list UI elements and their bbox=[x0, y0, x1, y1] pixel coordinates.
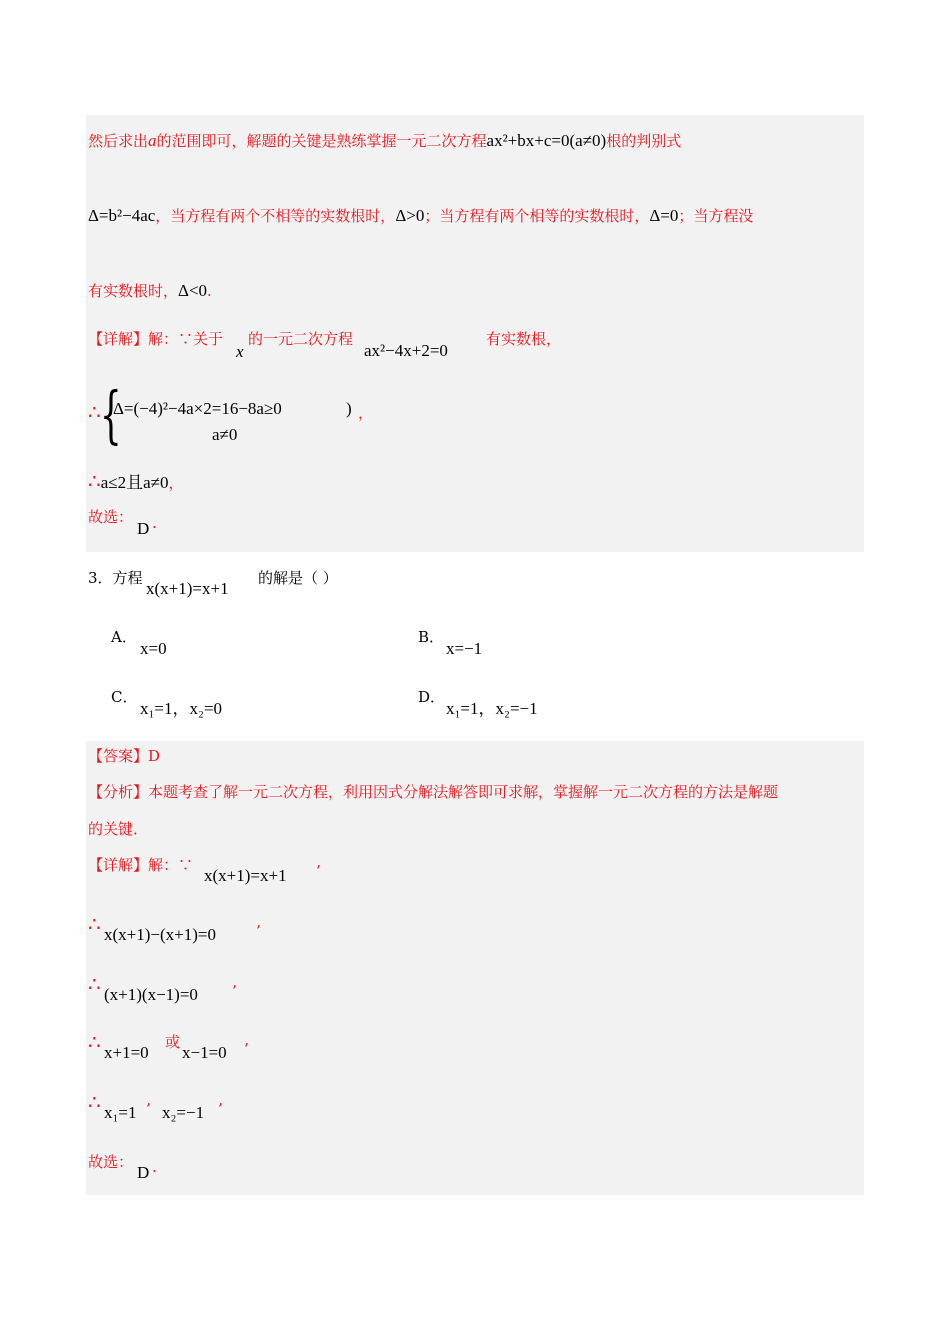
therefore-symbol: ∴ bbox=[88, 912, 101, 936]
step-3: (x+1)(x−1)=0 bbox=[104, 985, 198, 1004]
detail-line bbox=[88, 329, 223, 349]
analysis-line bbox=[88, 782, 778, 802]
right-paren: ) bbox=[346, 399, 352, 418]
text: 的范围即可，解题的关键是熟练掌握一元二次方程 bbox=[156, 132, 487, 150]
discriminant-line bbox=[88, 206, 753, 226]
detail-line bbox=[88, 855, 193, 875]
math-formula: Δ>0 bbox=[395, 206, 425, 225]
question-equation: x(x+1)=x+1 bbox=[146, 579, 229, 598]
text: ，当方程有两个不相等的实数根时， bbox=[155, 207, 396, 225]
math-formula: Δ=0 bbox=[649, 206, 679, 225]
answer-label: 故选： bbox=[88, 1153, 134, 1171]
math-var: a bbox=[148, 131, 157, 150]
detail-tag: 【详解】 bbox=[88, 330, 149, 348]
question-number: 3．方程 bbox=[88, 569, 143, 587]
step-1: x(x+1)=x+1 bbox=[204, 866, 287, 885]
option-c-value[interactable]: x₁=1，x₂=0 bbox=[140, 699, 223, 718]
or-word: 或 bbox=[165, 1033, 181, 1051]
therefore-symbol: ∴ bbox=[88, 1030, 101, 1054]
option-d-label[interactable]: D． bbox=[418, 688, 446, 706]
text: 根的判别式 bbox=[606, 132, 682, 150]
system-line-2: a≠0 bbox=[212, 425, 238, 444]
comma: ’ bbox=[218, 1100, 223, 1118]
text: 解：∵ bbox=[148, 856, 194, 874]
text: ；当方程有两个相等的实数根时， bbox=[424, 207, 650, 225]
option-c-label[interactable]: C． bbox=[111, 688, 138, 706]
text: . bbox=[207, 282, 212, 300]
solution-panel-q3 bbox=[86, 741, 864, 1195]
comma: ’ bbox=[316, 862, 321, 880]
comma: ’ bbox=[244, 1040, 249, 1058]
comma: ’ bbox=[232, 982, 237, 1000]
period: . bbox=[152, 1158, 157, 1176]
step-4a: x+1=0 bbox=[104, 1043, 149, 1062]
comma: ’ bbox=[256, 922, 261, 940]
system-line-1: Δ=(−4)²−4a×2=16−8a≥0 bbox=[113, 399, 282, 418]
text: 的一元二次方程 bbox=[248, 330, 354, 348]
option-d-value[interactable]: x₁=1，x₂=−1 bbox=[446, 699, 538, 718]
period: . bbox=[152, 514, 157, 532]
math-formula: ax²+bx+c=0(a≠0) bbox=[486, 131, 607, 150]
text: ；当方程没 bbox=[678, 207, 754, 225]
analysis-tag: 【分析】 bbox=[88, 783, 149, 801]
answer-value: D bbox=[148, 747, 161, 765]
option-b-label[interactable]: B． bbox=[418, 628, 445, 646]
discriminant-line-cont bbox=[88, 281, 212, 301]
math-formula: a≤2且a≠0 bbox=[100, 473, 169, 492]
result-line bbox=[88, 471, 184, 493]
answer-value: D bbox=[137, 1163, 150, 1182]
comma: ， bbox=[168, 474, 184, 492]
text: 有实数根时， bbox=[88, 282, 179, 300]
answer-value: D bbox=[137, 519, 150, 538]
intro-line bbox=[88, 131, 681, 151]
therefore-symbol: ∴ bbox=[88, 469, 101, 493]
answer-line bbox=[88, 746, 160, 766]
therefore-symbol: ∴ bbox=[88, 400, 101, 424]
option-a-value[interactable]: x=0 bbox=[140, 639, 167, 658]
math-formula: Δ<0 bbox=[178, 281, 208, 300]
analysis-line-2: 的关键． bbox=[88, 820, 149, 838]
answer-label: 故选： bbox=[88, 508, 134, 526]
therefore-symbol: ∴ bbox=[88, 1090, 101, 1114]
math-var: x bbox=[236, 342, 244, 361]
step-2: x(x+1)−(x+1)=0 bbox=[104, 925, 216, 944]
option-b-value[interactable]: x=−1 bbox=[446, 639, 483, 658]
math-formula: ax²−4x+2=0 bbox=[364, 341, 448, 360]
step-4b: x−1=0 bbox=[182, 1043, 227, 1062]
text: 然后求出 bbox=[88, 132, 149, 150]
step-5b: x₂=−1 bbox=[162, 1103, 205, 1122]
step-5a: x₁=1 bbox=[104, 1103, 137, 1122]
left-brace: { bbox=[100, 378, 122, 451]
text: 本题考查了解一元二次方程，利用因式分解法解答即可求解，掌握解一元二次方程的方法是解题 bbox=[148, 783, 779, 801]
therefore-symbol: ∴ bbox=[88, 972, 101, 996]
answer-tag: 【答案】 bbox=[88, 747, 149, 765]
math-formula: Δ=b²−4ac bbox=[88, 206, 156, 225]
detail-tag: 【详解】 bbox=[88, 856, 149, 874]
option-a-label[interactable]: A． bbox=[111, 628, 137, 646]
comma: ’ bbox=[146, 1100, 151, 1118]
comma: ， bbox=[358, 404, 374, 422]
text: 有实数根， bbox=[486, 330, 562, 348]
text: 解：∵关于 bbox=[148, 330, 224, 348]
question-tail: 的解是（ ） bbox=[258, 569, 338, 587]
